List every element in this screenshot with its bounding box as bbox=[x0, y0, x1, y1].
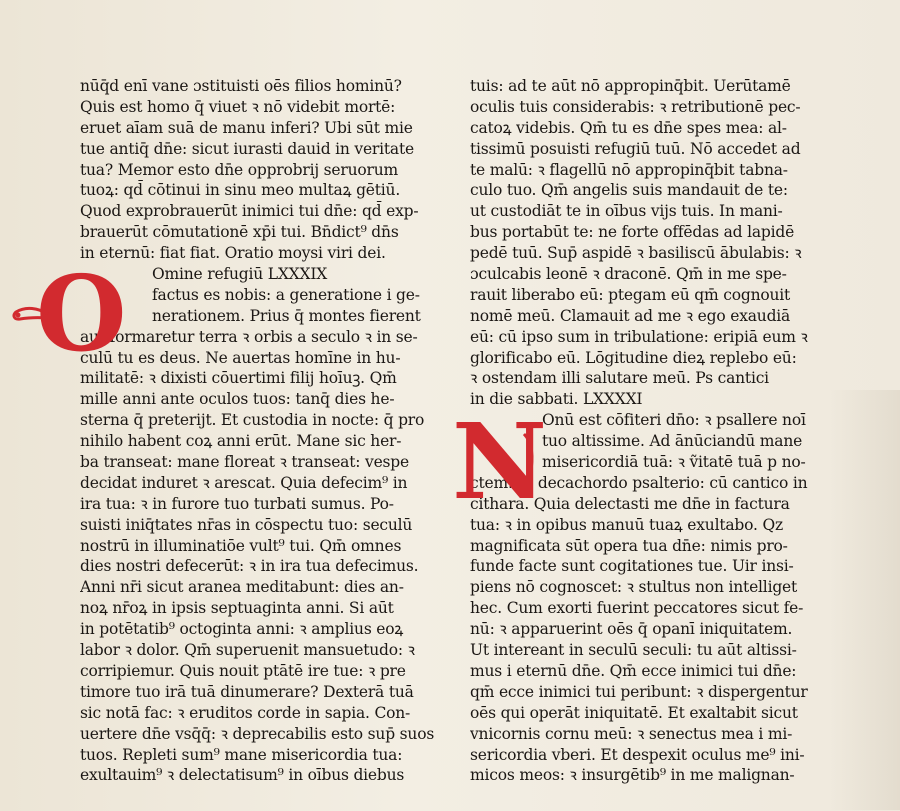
text-line: cithara. Quia delectasti me dn̄e in factura bbox=[470, 494, 790, 513]
text-line: aut formaretur terra ꝛ orbis a seculo ꝛ in se- bbox=[80, 327, 418, 346]
text-line: Anni nr̄i sicut aranea meditabunt: dies an- bbox=[80, 578, 404, 597]
text-line: tua: ꝛ in opibus manuū tuaꝝ exultabo. Qz bbox=[470, 515, 783, 534]
text-line: noꝝ nr̄oꝝ in ipsis septuaginta anni. Si aūt bbox=[80, 599, 394, 618]
text-line: funde facte sunt cogitationes tue. Uir insi- bbox=[470, 557, 794, 576]
text-line: eū: cū ipso sum in tribulatione: eripiā eum ꝛ bbox=[470, 327, 808, 346]
text-line: micos meos: ꝛ insurgētib⁹ in me malignan- bbox=[470, 766, 795, 785]
text-line: uertere dn̄e vsq̄q̄: ꝛ deprecabilis esto sup̄ suos bbox=[80, 724, 435, 743]
text-line: tissimū posuisti refugiū tuū. Nō accedet ad bbox=[470, 139, 801, 158]
text-line: qm̄ ecce inimici tui peribunt: ꝛ dispergentur bbox=[470, 682, 808, 701]
left-column bbox=[80, 76, 440, 786]
text-line: nihilo habent coꝝ anni erūt. Mane sic her- bbox=[80, 432, 402, 451]
text-line: ira tua: ꝛ in furore tuo turbati sumus. Po- bbox=[80, 494, 394, 513]
text-line: magnificata sūt opera tua dn̄e: nimis pro- bbox=[470, 536, 788, 555]
text-line: tuos. Repleti sum⁹ mane misericordia tua: bbox=[80, 745, 403, 764]
text-line: sterna q̄ preterijt. Et custodia in nocte: q̄ pro bbox=[80, 411, 425, 430]
initial-flourish-left bbox=[10, 300, 50, 330]
text-line: Quod exprobrauerūt inimici tui dn̄e: qd̄ exp- bbox=[80, 202, 419, 221]
text-line: ꝛ ostendam illi salutare meū. Ps cantici bbox=[470, 369, 769, 388]
text-line: Omine refugiū LXXXIX bbox=[152, 265, 328, 284]
text-line: Quis est homo q̄ viuet ꝛ nō videbit mortē: bbox=[80, 97, 396, 116]
text-line: vnicornis cornu meū: ꝛ senectus mea i mi- bbox=[470, 724, 793, 743]
initial-flourish-right bbox=[520, 430, 550, 480]
text-line: corripiemur. Quis nouit ptātē ire tue: ꝛ pre bbox=[80, 661, 406, 680]
text-line: Onū est cōfiteri dn̄o: ꝛ psallere noī bbox=[542, 411, 806, 430]
text-line: nerationem. Prius q̄ montes fierent bbox=[152, 306, 421, 325]
text-line: catoꝝ videbis. Qm̄ tu es dn̄e spes mea: al- bbox=[470, 118, 787, 137]
text-line: mille anni ante oculos tuos: tanq̄ dies he- bbox=[80, 390, 395, 409]
text-line: in eternū: fiat fiat. Oratio moysi viri dei. bbox=[80, 244, 386, 263]
text-line: sericordia vberi. Et despexit oculus me⁹ ini- bbox=[470, 745, 805, 764]
text-line: ba transeat: mane floreat ꝛ transeat: vespe bbox=[80, 453, 409, 472]
text-line: bus portabūt te: ne forte offēdas ad lapidē bbox=[470, 223, 795, 242]
text-line: hec. Cum exorti fuerint peccatores sicut fe- bbox=[470, 599, 804, 618]
text-line: suisti iniq̄tates nr̄as in cōspectu tuo: seculū bbox=[80, 515, 413, 534]
text-line: labor ꝛ dolor. Qm̄ superuenit mansuetudo: ꝛ bbox=[80, 641, 415, 660]
text-line: tuo altissime. Ad ānūciandū mane bbox=[542, 432, 803, 451]
text-line: piens nō cognoscet: ꝛ stultus non intelliget bbox=[470, 578, 798, 597]
text-line: sic notā fac: ꝛ eruditos corde in sapia. Con- bbox=[80, 703, 411, 722]
text-line: oēs qui operāt iniquitatē. Et exaltabit sicut bbox=[470, 703, 798, 722]
text-line: factus es nobis: a generatione i ge- bbox=[152, 285, 420, 304]
text-line: nostrū in illuminatiōe vult⁹ tui. Qm̄ omnes bbox=[80, 536, 402, 555]
text-line: eruet aīam suā de manu inferi? Ubi sūt mie bbox=[80, 118, 413, 137]
text-line: pedē tuū. Sup̄ aspidē ꝛ basiliscū ābulabis: ꝛ bbox=[470, 244, 802, 263]
text-line: misericordiā tuā: ꝛ ṽitatē tuā p no- bbox=[542, 453, 806, 472]
text-line: mus i eternū dn̄e. Qm̄ ecce inimici tui dn̄e: bbox=[470, 661, 797, 680]
text-line: ctem. In decachordo psalterio: cū cantico in bbox=[470, 473, 808, 492]
text-line: in die sabbati. LXXXXI bbox=[470, 390, 643, 409]
text-line: militatē: ꝛ dixisti cōuertimi filij hoīuꝫ. Qm̄ bbox=[80, 369, 397, 388]
text-line: culo tuo. Qm̄ angelis suis mandauit de te: bbox=[470, 181, 788, 200]
text-line: oculis tuis considerabis: ꝛ retributionē pec- bbox=[470, 97, 801, 116]
text-line: exultauim⁹ ꝛ delectatisum⁹ in oībus diebus bbox=[80, 766, 405, 785]
page-edge-shadow bbox=[830, 390, 900, 810]
illuminated-initial-o: O bbox=[36, 252, 127, 375]
text-line: brauerūt cōmutationē xp̄i tui. Bn̄dict⁹ dn̄s bbox=[80, 223, 399, 242]
text-line: timore tuo irā tuā dinumerare? Dexterā tuā bbox=[80, 682, 414, 701]
text-line: nū: ꝛ apparuerint oēs q̄ opanī iniquitatem. bbox=[470, 620, 793, 639]
text-line: te malū: ꝛ flagellū nō appropinq̄bit tabna- bbox=[470, 160, 788, 179]
illuminated-initial-n: N bbox=[452, 400, 548, 523]
text-line: culū tu es deus. Ne auertas homīne in hu- bbox=[80, 348, 401, 367]
text-line: tuoꝝ: qd̄ cōtinui in sinu meo multaꝝ gētiū. bbox=[80, 181, 401, 200]
text-line: nomē meū. Clamauit ad me ꝛ ego exaudiā bbox=[470, 306, 791, 325]
text-line: nūq̄d enī vane ɔstituisti oēs filios hominū? bbox=[80, 77, 402, 95]
text-line: rauit liberabo eū: ptegam eū qm̄ cognouit bbox=[470, 285, 791, 304]
text-line: glorificabo eū. Lōgitudine dieꝝ replebo eū: bbox=[470, 348, 797, 367]
text-line: dies nostri defecerūt: ꝛ in ira tua defecimus. bbox=[80, 557, 419, 576]
text-line: tuis: ad te aūt nō appropinq̄bit. Uerūtamē bbox=[470, 77, 791, 95]
text-line: ut custodiāt te in oībus vijs tuis. In mani- bbox=[470, 202, 783, 221]
text-line: ɔculcabis leonē ꝛ draconē. Qm̄ in me spe- bbox=[470, 265, 787, 284]
text-line: in potētatib⁹ octoginta anni: ꝛ amplius eoꝝ bbox=[80, 620, 404, 639]
text-line: decidat induret ꝛ arescat. Quia defecim⁹ in bbox=[80, 473, 408, 492]
text-line: tue antiq̄ dn̄e: sicut iurasti dauid in veritate bbox=[80, 139, 414, 158]
text-line: tua? Memor esto dn̄e opprobrij seruorum bbox=[80, 160, 398, 179]
text-line: Ut intereant in seculū seculi: tu aūt altissi- bbox=[470, 641, 797, 660]
